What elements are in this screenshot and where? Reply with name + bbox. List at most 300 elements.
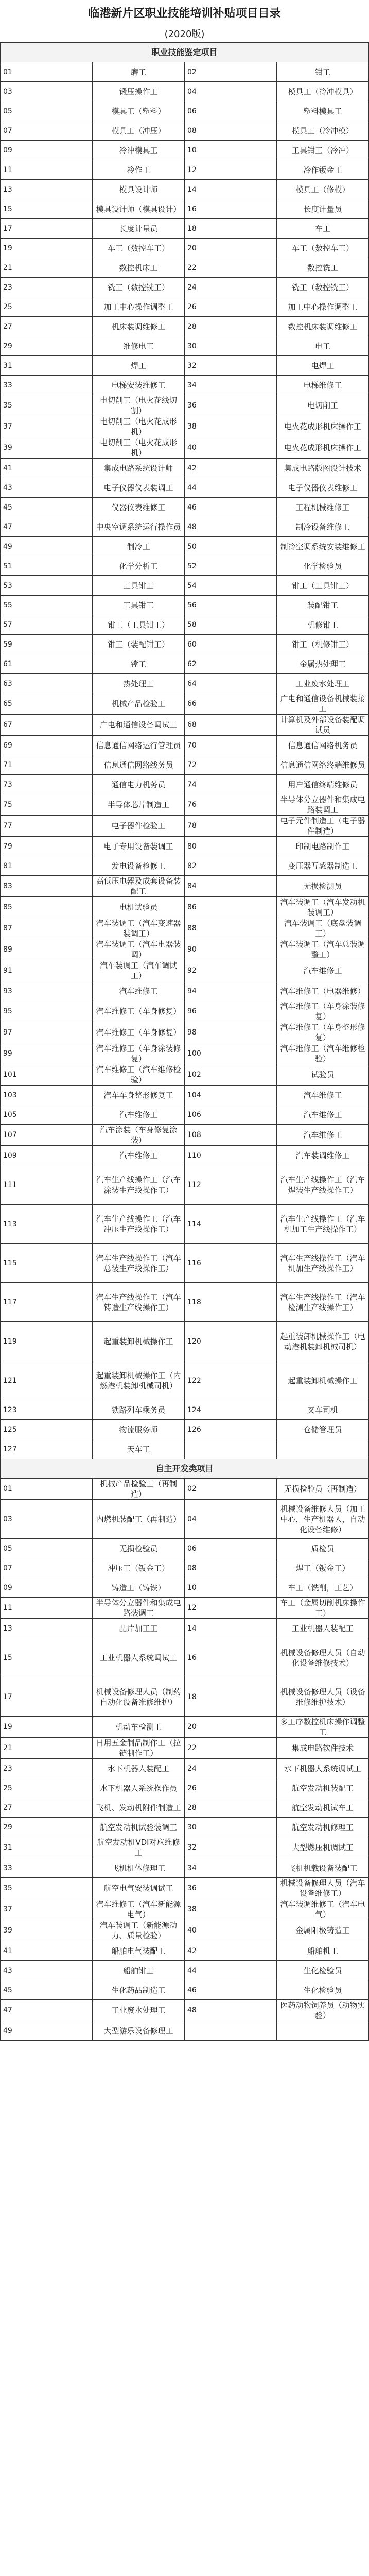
left-item-name: 汽车维修工 bbox=[93, 1105, 185, 1125]
table-row bbox=[1, 1283, 369, 1322]
right-item-name: 机械设备维修人员（加工中心，生产机器人，自动化设备维修） bbox=[277, 1500, 369, 1539]
right-item-name: 工业废水处理工 bbox=[277, 674, 369, 693]
table-row bbox=[1, 736, 369, 755]
left-item-name: 水下机器人装配工 bbox=[93, 1759, 185, 1778]
right-item-name: 汽车维修工 bbox=[277, 1086, 369, 1105]
table-row bbox=[1, 1105, 369, 1125]
left-item-number: 111 bbox=[1, 1165, 93, 1205]
left-item-name: 钳工（工具钳工） bbox=[93, 615, 185, 635]
right-item-name: 电工 bbox=[277, 336, 369, 356]
table-row bbox=[1, 2021, 369, 2041]
left-item-name: 起重装卸机械操作工 bbox=[93, 1322, 185, 1361]
left-item-number: 31 bbox=[1, 1837, 93, 1858]
left-item-number: 29 bbox=[1, 336, 93, 356]
right-item-name: 钳工（工具钳工） bbox=[277, 576, 369, 596]
left-item-name: 磨工 bbox=[93, 62, 185, 82]
right-item-number: 18 bbox=[185, 219, 277, 239]
left-item-name: 钳工（装配钳工） bbox=[93, 635, 185, 654]
left-item-name: 汽车生产线操作工（汽车涂装生产线操作工） bbox=[93, 1165, 185, 1205]
table-row bbox=[1, 674, 369, 693]
left-item-name: 汽车维修工（车身涂装修复） bbox=[93, 1043, 185, 1064]
right-item-number: 46 bbox=[185, 1980, 277, 2000]
right-item-number: 104 bbox=[185, 1086, 277, 1105]
table-row bbox=[1, 1738, 369, 1759]
left-item-number: 63 bbox=[1, 674, 93, 693]
left-item-name: 晶片加工工 bbox=[93, 1619, 185, 1638]
left-item-number: 119 bbox=[1, 1322, 93, 1361]
table-row bbox=[1, 1420, 369, 1439]
table-row bbox=[1, 278, 369, 297]
left-item-number: 91 bbox=[1, 960, 93, 981]
table-row bbox=[1, 775, 369, 794]
left-item-number: 105 bbox=[1, 1105, 93, 1125]
right-item-name: 电火花成形机床操作工 bbox=[277, 416, 369, 437]
right-item-name: 数控机床装调维修工 bbox=[277, 317, 369, 336]
table-row bbox=[1, 219, 369, 239]
left-item-name: 模具设计师 bbox=[93, 180, 185, 199]
right-item-name: 变压器互感器制造工 bbox=[277, 856, 369, 876]
table-row bbox=[1, 517, 369, 537]
left-item-number: 11 bbox=[1, 1598, 93, 1619]
right-item-name: 汽车维修工（车身整形修复） bbox=[277, 1022, 369, 1043]
left-item-number: 03 bbox=[1, 1500, 93, 1539]
right-item-name: 航空发动机装配工 bbox=[277, 1778, 369, 1798]
right-item-number: 02 bbox=[185, 62, 277, 82]
left-item-number: 15 bbox=[1, 199, 93, 219]
left-item-name: 生化药品制造工 bbox=[93, 1980, 185, 2000]
right-item-name: 电子仪器仪表维修工 bbox=[277, 478, 369, 498]
table-row bbox=[1, 856, 369, 876]
right-item-number: 100 bbox=[185, 1043, 277, 1064]
left-item-name: 冲压工（钣金工） bbox=[93, 1558, 185, 1578]
right-item-number: 40 bbox=[185, 437, 277, 459]
left-item-name: 汽车维修工 bbox=[93, 1146, 185, 1165]
table-row bbox=[1, 876, 369, 897]
left-item-number: 25 bbox=[1, 297, 93, 317]
right-item-name: 生化检验员 bbox=[277, 1961, 369, 1980]
left-item-number: 109 bbox=[1, 1146, 93, 1165]
left-item-name: 电切削工（电火花线切割） bbox=[93, 395, 185, 416]
left-item-number: 33 bbox=[1, 376, 93, 395]
table-row bbox=[1, 556, 369, 576]
table-row bbox=[1, 981, 369, 1001]
right-item-number: 16 bbox=[185, 199, 277, 219]
left-item-number: 75 bbox=[1, 794, 93, 816]
table-row bbox=[1, 1717, 369, 1738]
table-row bbox=[1, 596, 369, 615]
right-item-number: 102 bbox=[185, 1064, 277, 1086]
right-item-number: 18 bbox=[185, 1677, 277, 1717]
right-item-number: 96 bbox=[185, 1001, 277, 1022]
table-row bbox=[1, 160, 369, 180]
table-row bbox=[1, 1043, 369, 1064]
section-header-row bbox=[1, 43, 369, 62]
right-item-name: 汽车装调维修工（汽车电气） bbox=[277, 1899, 369, 1920]
left-item-number: 27 bbox=[1, 1798, 93, 1818]
right-item-number: 26 bbox=[185, 1778, 277, 1798]
left-item-number: 73 bbox=[1, 775, 93, 794]
left-item-name: 机械设备修理人员（制药自动化设备维修维护） bbox=[93, 1677, 185, 1717]
left-item-number: 121 bbox=[1, 1361, 93, 1400]
right-item-number: 84 bbox=[185, 876, 277, 897]
table-row bbox=[1, 1205, 369, 1244]
left-item-name: 汽车维修工（车身修复） bbox=[93, 1001, 185, 1022]
left-item-name: 数控机床工 bbox=[93, 258, 185, 278]
table-row bbox=[1, 654, 369, 674]
right-item-number: 32 bbox=[185, 356, 277, 376]
right-item-name: 计算机及外部设备装配调试员 bbox=[277, 715, 369, 736]
left-item-number: 07 bbox=[1, 1558, 93, 1578]
right-item-number: 76 bbox=[185, 794, 277, 816]
right-item-name: 加工中心操作调整工 bbox=[277, 297, 369, 317]
left-item-number: 99 bbox=[1, 1043, 93, 1064]
right-item-number: 50 bbox=[185, 537, 277, 556]
right-item-name: 机械设备修理人员（设备维修维护技术） bbox=[277, 1677, 369, 1717]
right-item-name: 电梯维修工 bbox=[277, 376, 369, 395]
left-item-name: 汽车装调工（汽车电器装调） bbox=[93, 939, 185, 960]
right-item-name: 电焊工 bbox=[277, 356, 369, 376]
table-row bbox=[1, 1578, 369, 1598]
right-item-number bbox=[185, 1439, 277, 1459]
right-item-name: 模具工（修模） bbox=[277, 180, 369, 199]
right-item-number: 08 bbox=[185, 121, 277, 141]
table-row bbox=[1, 62, 369, 82]
right-item-number: 120 bbox=[185, 1322, 277, 1361]
right-item-name: 水下机器人系统调试工 bbox=[277, 1759, 369, 1778]
left-item-name: 通信电力机务员 bbox=[93, 775, 185, 794]
right-item-name: 叉车司机 bbox=[277, 1400, 369, 1420]
right-item-number: 110 bbox=[185, 1146, 277, 1165]
right-item-number bbox=[185, 2021, 277, 2041]
right-item-number: 74 bbox=[185, 775, 277, 794]
right-item-name: 起重装卸机械操作工（电动港机装卸机械司机） bbox=[277, 1322, 369, 1361]
right-item-number: 92 bbox=[185, 960, 277, 981]
left-item-name: 航空电气安装调试工 bbox=[93, 1878, 185, 1899]
left-item-name: 电切削工（电火花成形机） bbox=[93, 416, 185, 437]
left-item-name: 汽车维修工（车身修复） bbox=[93, 1022, 185, 1043]
table-row bbox=[1, 1818, 369, 1837]
document-title: 临港新片区职业技能培训补贴项目目录 bbox=[88, 7, 281, 20]
left-item-name: 工业废水处理工 bbox=[93, 2000, 185, 2021]
left-item-name: 维修电工 bbox=[93, 336, 185, 356]
left-item-name: 制冷工 bbox=[93, 537, 185, 556]
left-item-number: 45 bbox=[1, 1980, 93, 2000]
right-item-name: 无损检测员 bbox=[277, 876, 369, 897]
right-item-number: 04 bbox=[185, 1500, 277, 1539]
catalog-table-body bbox=[1, 43, 369, 2041]
right-item-name: 船舶机工 bbox=[277, 1941, 369, 1961]
left-item-name: 信息通信网络运行管理员 bbox=[93, 736, 185, 755]
right-item-number: 14 bbox=[185, 180, 277, 199]
left-item-number: 79 bbox=[1, 837, 93, 856]
table-row bbox=[1, 1961, 369, 1980]
section-header-row bbox=[1, 1459, 369, 1479]
right-item-name: 起重装卸机械操作工 bbox=[277, 1361, 369, 1400]
left-item-number: 23 bbox=[1, 1759, 93, 1778]
right-item-number: 54 bbox=[185, 576, 277, 596]
left-item-number: 107 bbox=[1, 1125, 93, 1146]
left-item-name: 工具钳工 bbox=[93, 596, 185, 615]
table-row bbox=[1, 794, 369, 816]
right-item-name: 汽车维修工（电器维修） bbox=[277, 981, 369, 1001]
right-item-number: 112 bbox=[185, 1165, 277, 1205]
right-item-number: 78 bbox=[185, 816, 277, 837]
table-row bbox=[1, 1837, 369, 1858]
catalog-table bbox=[0, 42, 369, 2041]
right-item-number: 44 bbox=[185, 1961, 277, 1980]
right-item-name: 钳工 bbox=[277, 62, 369, 82]
table-row bbox=[1, 1146, 369, 1165]
left-item-name: 物流服务师 bbox=[93, 1420, 185, 1439]
left-item-number: 93 bbox=[1, 981, 93, 1001]
table-row bbox=[1, 918, 369, 939]
left-item-name: 汽车装调工（汽车调试工） bbox=[93, 960, 185, 981]
left-item-name: 仪器仪表维修工 bbox=[93, 498, 185, 517]
right-item-number: 66 bbox=[185, 693, 277, 715]
right-item-number: 94 bbox=[185, 981, 277, 1001]
table-row bbox=[1, 1400, 369, 1420]
left-item-name: 半导体芯片制造工 bbox=[93, 794, 185, 816]
table-row bbox=[1, 1941, 369, 1961]
right-item-name: 工程机械维修工 bbox=[277, 498, 369, 517]
left-item-name: 半导体分立器件和集成电路装调工 bbox=[93, 1598, 185, 1619]
right-item-name: 工具钳工（冷冲） bbox=[277, 141, 369, 160]
left-item-number: 37 bbox=[1, 1899, 93, 1920]
right-item-number: 46 bbox=[185, 498, 277, 517]
right-item-name: 制冷空调系统安装维修工 bbox=[277, 537, 369, 556]
left-item-name: 汽车车身整形修复工 bbox=[93, 1086, 185, 1105]
right-item-name: 汽车装调工（汽车发动机装调工） bbox=[277, 897, 369, 918]
right-item-number: 12 bbox=[185, 160, 277, 180]
table-row bbox=[1, 356, 369, 376]
left-item-number: 27 bbox=[1, 317, 93, 336]
table-row bbox=[1, 258, 369, 278]
table-row bbox=[1, 1798, 369, 1818]
right-item-number: 68 bbox=[185, 715, 277, 736]
right-item-number: 108 bbox=[185, 1125, 277, 1146]
right-item-number: 42 bbox=[185, 1941, 277, 1961]
right-item-name: 金属阳极铸造工 bbox=[277, 1920, 369, 1941]
right-item-name: 机械设备修理人员（自动化设备维修技术） bbox=[277, 1638, 369, 1677]
left-item-number: 59 bbox=[1, 635, 93, 654]
table-row bbox=[1, 1598, 369, 1619]
table-row bbox=[1, 1439, 369, 1459]
left-item-name: 汽车生产线操作工（汽车铸造生产线操作工） bbox=[93, 1283, 185, 1322]
left-item-name: 机械产品检验工（再制造） bbox=[93, 1479, 185, 1500]
table-row bbox=[1, 615, 369, 635]
right-item-name: 装配钳工 bbox=[277, 596, 369, 615]
right-item-number: 06 bbox=[185, 1539, 277, 1558]
right-item-name: 用户通信终端维修员 bbox=[277, 775, 369, 794]
right-item-number: 28 bbox=[185, 1798, 277, 1818]
right-item-number: 16 bbox=[185, 1638, 277, 1677]
left-item-name: 加工中心操作调整工 bbox=[93, 297, 185, 317]
left-item-number: 05 bbox=[1, 101, 93, 121]
right-item-name: 车工 bbox=[277, 219, 369, 239]
left-item-number: 13 bbox=[1, 180, 93, 199]
right-item-name: 仓储管理员 bbox=[277, 1420, 369, 1439]
right-item-name bbox=[277, 1439, 369, 1459]
left-item-number: 115 bbox=[1, 1244, 93, 1283]
left-item-name: 发电设备检修工 bbox=[93, 856, 185, 876]
right-item-number: 80 bbox=[185, 837, 277, 856]
right-item-name: 机修钳工 bbox=[277, 615, 369, 635]
right-item-name: 机械设备修理人员（汽车设备维修工） bbox=[277, 1878, 369, 1899]
table-row bbox=[1, 1759, 369, 1778]
left-item-name: 汽车装调工（新能源动力、质量检验） bbox=[93, 1920, 185, 1941]
table-row bbox=[1, 101, 369, 121]
right-item-name: 汽车生产线操作工（汽车机加工生产线操作工） bbox=[277, 1205, 369, 1244]
left-item-number: 49 bbox=[1, 2021, 93, 2041]
right-item-number: 48 bbox=[185, 2000, 277, 2021]
right-item-name: 模具工（冷冲模） bbox=[277, 121, 369, 141]
right-item-number: 70 bbox=[185, 736, 277, 755]
table-row bbox=[1, 635, 369, 654]
table-row bbox=[1, 1322, 369, 1361]
table-row bbox=[1, 1858, 369, 1878]
left-item-name: 内燃机装配工（再制造） bbox=[93, 1500, 185, 1539]
left-item-name: 长度计量员 bbox=[93, 219, 185, 239]
left-item-name: 船舶电气装配工 bbox=[93, 1941, 185, 1961]
left-item-name: 焊工 bbox=[93, 356, 185, 376]
left-item-number: 41 bbox=[1, 1941, 93, 1961]
table-row bbox=[1, 1677, 369, 1717]
left-item-number: 69 bbox=[1, 736, 93, 755]
table-row bbox=[1, 1980, 369, 2000]
left-item-number: 23 bbox=[1, 278, 93, 297]
right-item-number: 36 bbox=[185, 1878, 277, 1899]
table-row bbox=[1, 317, 369, 336]
left-item-name: 机械产品检验工 bbox=[93, 693, 185, 715]
table-row bbox=[1, 715, 369, 736]
right-item-number: 22 bbox=[185, 258, 277, 278]
left-item-name: 工具钳工 bbox=[93, 576, 185, 596]
left-item-name: 铁路列车乘务员 bbox=[93, 1400, 185, 1420]
right-item-number: 118 bbox=[185, 1283, 277, 1322]
table-row bbox=[1, 1500, 369, 1539]
left-item-number: 25 bbox=[1, 1778, 93, 1798]
left-item-name: 起重装卸机械操作工（内燃港机装卸机械司机） bbox=[93, 1361, 185, 1400]
right-item-name: 汽车维修工 bbox=[277, 960, 369, 981]
left-item-number: 43 bbox=[1, 1961, 93, 1980]
right-item-name: 铣工（数控铣工） bbox=[277, 278, 369, 297]
right-item-name: 半导体分立器件和集成电路装调工 bbox=[277, 794, 369, 816]
left-item-name: 汽车装调工（汽车变速器装调工） bbox=[93, 918, 185, 939]
left-item-number: 11 bbox=[1, 160, 93, 180]
left-item-name: 广电和通信设备调试工 bbox=[93, 715, 185, 736]
left-item-name: 船舶钳工 bbox=[93, 1961, 185, 1980]
left-item-number: 21 bbox=[1, 1738, 93, 1759]
left-item-name: 电梯安装维修工 bbox=[93, 376, 185, 395]
right-item-number: 40 bbox=[185, 1920, 277, 1941]
right-item-name: 电切削工 bbox=[277, 395, 369, 416]
right-item-name: 汽车维修工 bbox=[277, 1125, 369, 1146]
right-item-name: 汽车维修工（汽车维修检验） bbox=[277, 1043, 369, 1064]
right-item-number: 86 bbox=[185, 897, 277, 918]
left-item-name: 电切削工（电火花成形机） bbox=[93, 437, 185, 459]
right-item-name: 制冷设备维修工 bbox=[277, 517, 369, 537]
right-item-number: 26 bbox=[185, 297, 277, 317]
right-item-name: 汽车生产线操作工（汽车检测生产线操作工） bbox=[277, 1283, 369, 1322]
right-item-name: 汽车装调工（底盘装调工） bbox=[277, 918, 369, 939]
table-row bbox=[1, 1022, 369, 1043]
table-row bbox=[1, 1899, 369, 1920]
left-item-number: 09 bbox=[1, 1578, 93, 1598]
table-row bbox=[1, 1165, 369, 1205]
right-item-number: 34 bbox=[185, 1858, 277, 1878]
right-item-number: 72 bbox=[185, 755, 277, 775]
table-row bbox=[1, 1086, 369, 1105]
right-item-number: 12 bbox=[185, 1598, 277, 1619]
right-item-name: 车工（金属切削机床操作工） bbox=[277, 1598, 369, 1619]
table-row bbox=[1, 199, 369, 219]
table-row bbox=[1, 693, 369, 715]
right-item-number: 82 bbox=[185, 856, 277, 876]
right-item-number: 06 bbox=[185, 101, 277, 121]
left-item-name: 汽车维修工（汽车维修检验） bbox=[93, 1064, 185, 1086]
right-item-name: 集成电路版图设计技术 bbox=[277, 459, 369, 478]
table-row bbox=[1, 416, 369, 437]
right-item-name: 数控铣工 bbox=[277, 258, 369, 278]
right-item-name: 钳工（机修钳工） bbox=[277, 635, 369, 654]
right-item-name: 汽车生产线操作工（汽车焊装生产线操作工） bbox=[277, 1165, 369, 1205]
right-item-name: 汽车维修工 bbox=[277, 1105, 369, 1125]
right-item-name: 冷作钣金工 bbox=[277, 160, 369, 180]
right-item-name: 飞机机载设备装配工 bbox=[277, 1858, 369, 1878]
left-item-number: 19 bbox=[1, 1717, 93, 1738]
table-row bbox=[1, 376, 369, 395]
left-item-name: 机动车检测工 bbox=[93, 1717, 185, 1738]
right-item-name: 模具工（冷冲模具） bbox=[277, 82, 369, 101]
left-item-number: 117 bbox=[1, 1283, 93, 1322]
section-heading: 职业技能鉴定项目 bbox=[1, 43, 369, 62]
left-item-name: 航空发动机VDI对应维修工 bbox=[93, 1837, 185, 1858]
left-item-name: 化学分析工 bbox=[93, 556, 185, 576]
right-item-number: 20 bbox=[185, 1717, 277, 1738]
left-item-name: 电子仪器仪表装调工 bbox=[93, 478, 185, 498]
left-item-number: 19 bbox=[1, 239, 93, 258]
table-row bbox=[1, 1361, 369, 1400]
right-item-number: 88 bbox=[185, 918, 277, 939]
table-row bbox=[1, 1558, 369, 1578]
right-item-number: 56 bbox=[185, 596, 277, 615]
table-row bbox=[1, 498, 369, 517]
right-item-name bbox=[277, 2021, 369, 2041]
table-row bbox=[1, 1778, 369, 1798]
table-row bbox=[1, 1064, 369, 1086]
left-item-number: 81 bbox=[1, 856, 93, 876]
left-item-name: 热处理工 bbox=[93, 674, 185, 693]
right-item-number: 64 bbox=[185, 674, 277, 693]
table-row bbox=[1, 816, 369, 837]
right-item-name: 航空发动机试车工 bbox=[277, 1798, 369, 1818]
right-item-name: 电火花成形机床操作工 bbox=[277, 437, 369, 459]
right-item-name: 信息通信网络终端维修员 bbox=[277, 755, 369, 775]
left-item-name: 飞机、发动机附件制造工 bbox=[93, 1798, 185, 1818]
right-item-number: 38 bbox=[185, 416, 277, 437]
left-item-name: 模具工（塑料） bbox=[93, 101, 185, 121]
right-item-name: 生化检验员 bbox=[277, 1980, 369, 2000]
left-item-number: 49 bbox=[1, 537, 93, 556]
left-item-number: 01 bbox=[1, 62, 93, 82]
left-item-number: 43 bbox=[1, 478, 93, 498]
right-item-name: 汽车维修工（车身涂装修复） bbox=[277, 1001, 369, 1022]
left-item-name: 航空发动机试验装调工 bbox=[93, 1818, 185, 1837]
right-item-name: 汽车装调维修工 bbox=[277, 1146, 369, 1165]
left-item-number: 47 bbox=[1, 2000, 93, 2021]
left-item-name: 汽车生产线操作工（汽车冲压生产线操作工） bbox=[93, 1205, 185, 1244]
left-item-number: 39 bbox=[1, 437, 93, 459]
